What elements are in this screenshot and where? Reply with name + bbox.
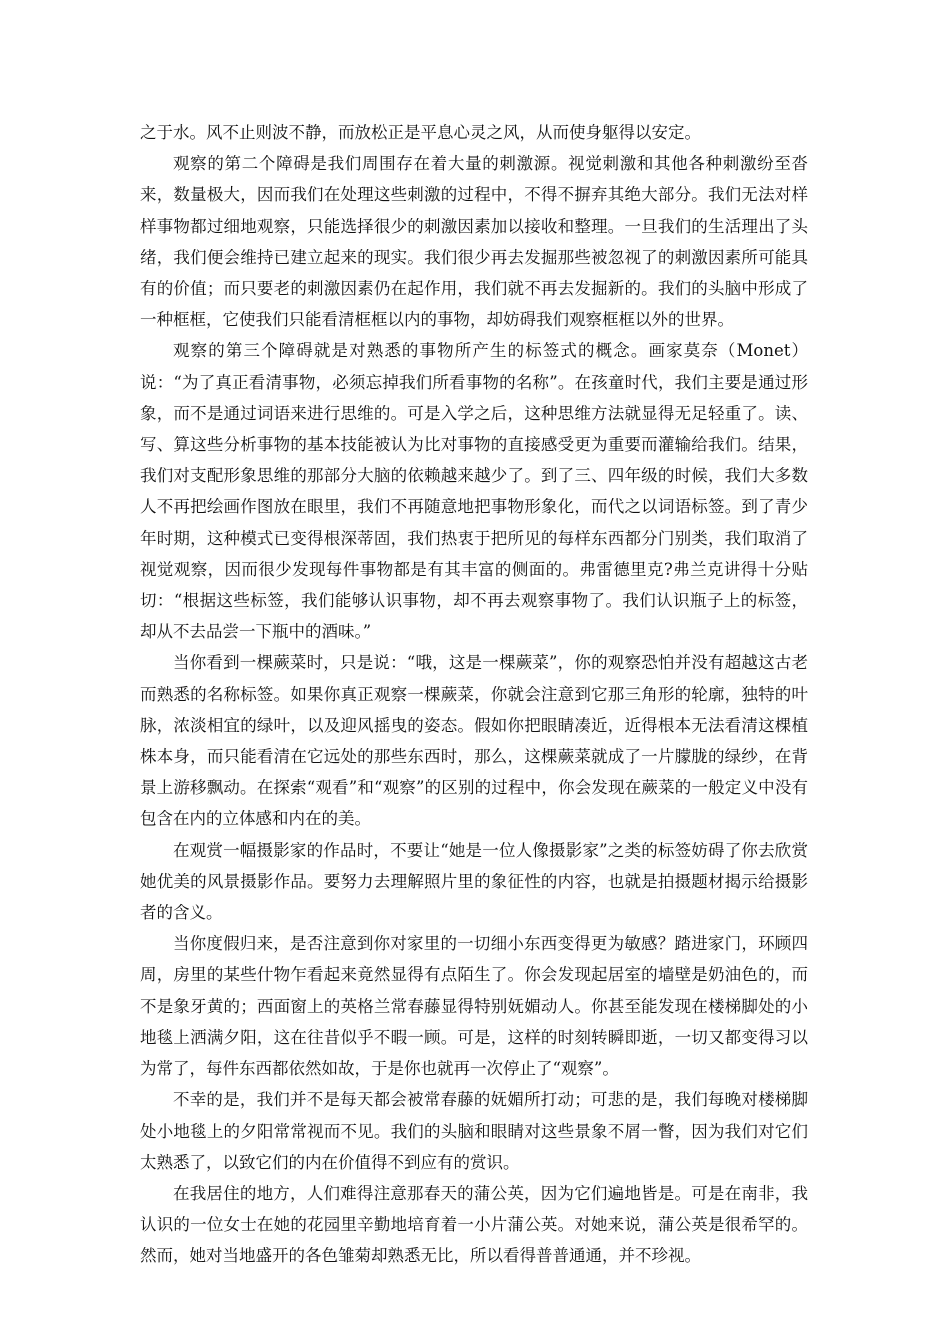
paragraph-1: 之于水。风不止则波不静，而放松正是平息心灵之风，从而使身躯得以安定。 xyxy=(140,123,701,142)
paragraph-3: 观察的第三个障碍就是对熟悉的事物所产生的标签式的概念。画家莫奈（Monet）说：“为了真正看清事物，必须忘掉我们所看事物的名称”。在孩童时代，我们主要是通过形象，而不是通过词语来进行思维的。可是入学之后，这种思维方法就显得无足轻重了。读、写、算这些分析事物的基本技能被认为比对事物的直接感受更为重要而灌输给我们。结果，我们对支配形象思维的那部分大脑的依赖越来越少了。到了三、四年级的时候，我们大多数人不再把绘画作图放在眼里，我们不再随意地把事物形象化，而代之以词语标签。到了青少年时期，这种模式已变得根深蒂固，我们热衷于把所见的每样东西都分门别类，我们取消了视觉观察，因而很少发现每件事物都是有其丰富的侧面的。弗雷德里克?弗兰克讲得十分贴切：“根据这些标签，我们能够认识事物，却不再去观察事物了。我们认识瓶子上的标签，却从不去品尝一下瓶中的酒味。” xyxy=(140,341,808,642)
paragraph-5: 在观赏一幅摄影家的作品时，不要让“她是一位人像摄影家”之类的标签妨碍了你去欣赏她优美的风景摄影作品。要努力去理解照片里的象征性的内容，也就是拍摄题材揭示给摄影者的含义。 xyxy=(140,840,808,923)
document-page xyxy=(140,117,808,1272)
paragraph-7: 不幸的是，我们并不是每天都会被常春藤的妩媚所打动；可悲的是，我们每晚对楼梯脚处小地毯上的夕阳常常视而不见。我们的头脑和眼睛对这些景象不屑一瞥，因为我们对它们太熟悉了，以致它们的内在价值得不到应有的赏识。 xyxy=(140,1090,808,1172)
paragraph-4: 当你看到一棵蕨菜时，只是说：“哦，这是一棵蕨菜”，你的观察恐怕并没有超越这古老而熟悉的名称标签。如果你真正观察一棵蕨菜，你就会注意到它那三角形的轮廓，独特的叶脉，浓淡相宜的绿叶，以及迎风摇曳的姿态。假如你把眼睛凑近，近得根本无法看清这棵植株本身，而只能看清在它远处的那些东西时，那么，这棵蕨菜就成了一片朦胧的绿纱，在背景上游移飘动。在探索“观看”和“观察”的区别的过程中，你会发现在蕨菜的一般定义中没有包含在内的立体感和内在的美。 xyxy=(140,653,808,829)
paragraph-6: 当你度假归来，是否注意到你对家里的一切细小东西变得更为敏感？踏进家门，环顾四周，房里的某些什物乍看起来竟然显得有点陌生了。你会发现起居室的墙壁是奶油色的，而不是象牙黄的；西面窗上的英格兰常春藤显得特别妩媚动人。你甚至能发现在楼梯脚处的小地毯上洒满夕阳，这在往昔似乎不暇一顾。可是，这样的时刻转瞬即逝，一切又都变得习以为常了，每件东西都依然如故，于是你也就再一次停止了“观察”。 xyxy=(140,934,808,1079)
paragraph-8: 在我居住的地方，人们难得注意那春天的蒲公英，因为它们遍地皆是。可是在南非，我认识的一位女士在她的花园里辛勤地培育着一小片蒲公英。对她来说，蒲公英是很希罕的。然而，她对当地盛开的各色雏菊却熟悉无比，所以看得普普通通，并不珍视。 xyxy=(140,1183,808,1266)
paragraph-2: 观察的第二个障碍是我们周围存在着大量的刺激源。视觉刺激和其他各种刺激纷至沓来，数量极大，因而我们在处理这些刺激的过程中，不得不摒弃其绝大部分。我们无法对样样事物都过细地观察，只能选择很少的刺激因素加以接收和整理。一旦我们的生活理出了头绪，我们便会维持已建立起来的现实。我们很少再去发掘那些被忽视了的刺激因素所可能具有的价值；而只要老的刺激因素仍在起作用，我们就不再去发掘新的。我们的头脑中形成了一种框框，它使我们只能看清框框以内的事物，却妨碍我们观察框框以外的世界。 xyxy=(140,154,808,330)
